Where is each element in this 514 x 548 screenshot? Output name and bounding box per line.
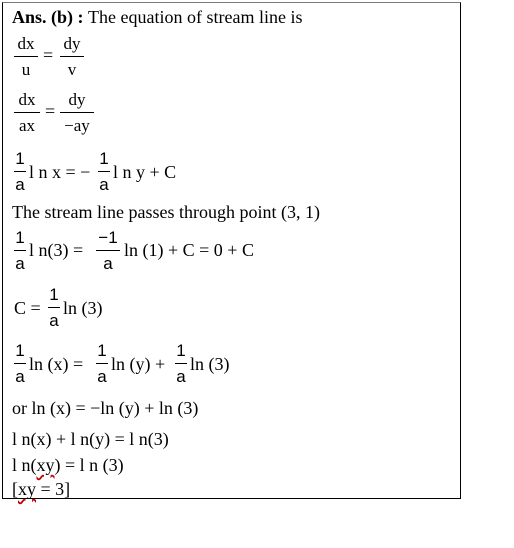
eq7: or ln (x) = −ln (y) + ln (3): [12, 398, 199, 418]
eq6-lhs: ln (x) =: [29, 354, 84, 374]
eq4-rhs: ln (1) + C = 0 + C: [124, 240, 254, 260]
eq4-lhs: l n(3) =: [29, 240, 84, 260]
eq6-rhs: ln (3): [190, 354, 230, 374]
fraction-dy-v: dy v: [60, 35, 84, 79]
fraction-1-a: 1 a: [15, 341, 25, 386]
eq5-lhs: C =: [14, 298, 41, 318]
fraction-1-a: 1 a: [176, 341, 186, 386]
stream-line-sentence: The stream line passes through point (3, 1): [12, 202, 320, 222]
fraction-1-a: 1 a: [15, 228, 25, 273]
eq3-lhs: l n x = −: [29, 162, 91, 182]
equals-sign: =: [45, 101, 56, 121]
fraction-1-a: 1 a: [99, 149, 109, 194]
fraction-1-a: 1 a: [15, 149, 25, 194]
eq5-rhs: ln (3): [63, 298, 103, 318]
eq6-mid: ln (y) +: [111, 354, 166, 374]
answer-label: Ans. (b): [12, 7, 74, 27]
fraction-1-a: 1 a: [97, 341, 107, 386]
equals-sign: =: [43, 45, 54, 65]
fraction-dx-u: dx u: [14, 35, 38, 79]
final-result: [xy = 3]: [12, 479, 71, 499]
answer-heading: Ans. (b) : The equation of stream line is: [12, 7, 303, 27]
fraction-neg1-a: −1 a: [96, 229, 120, 273]
fraction-dy-neg-ay: dy −ay: [60, 91, 94, 135]
eq8: l n(x) + l n(y) = l n(3): [12, 429, 169, 449]
fraction-1-a: 1 a: [49, 285, 59, 330]
fraction-dx-ax: dx ax: [14, 91, 40, 135]
eq3-rhs: l n y + C: [113, 162, 177, 182]
heading-text: The equation of stream line is: [88, 7, 303, 27]
eq9: l n(xy) = l n (3): [12, 455, 124, 475]
